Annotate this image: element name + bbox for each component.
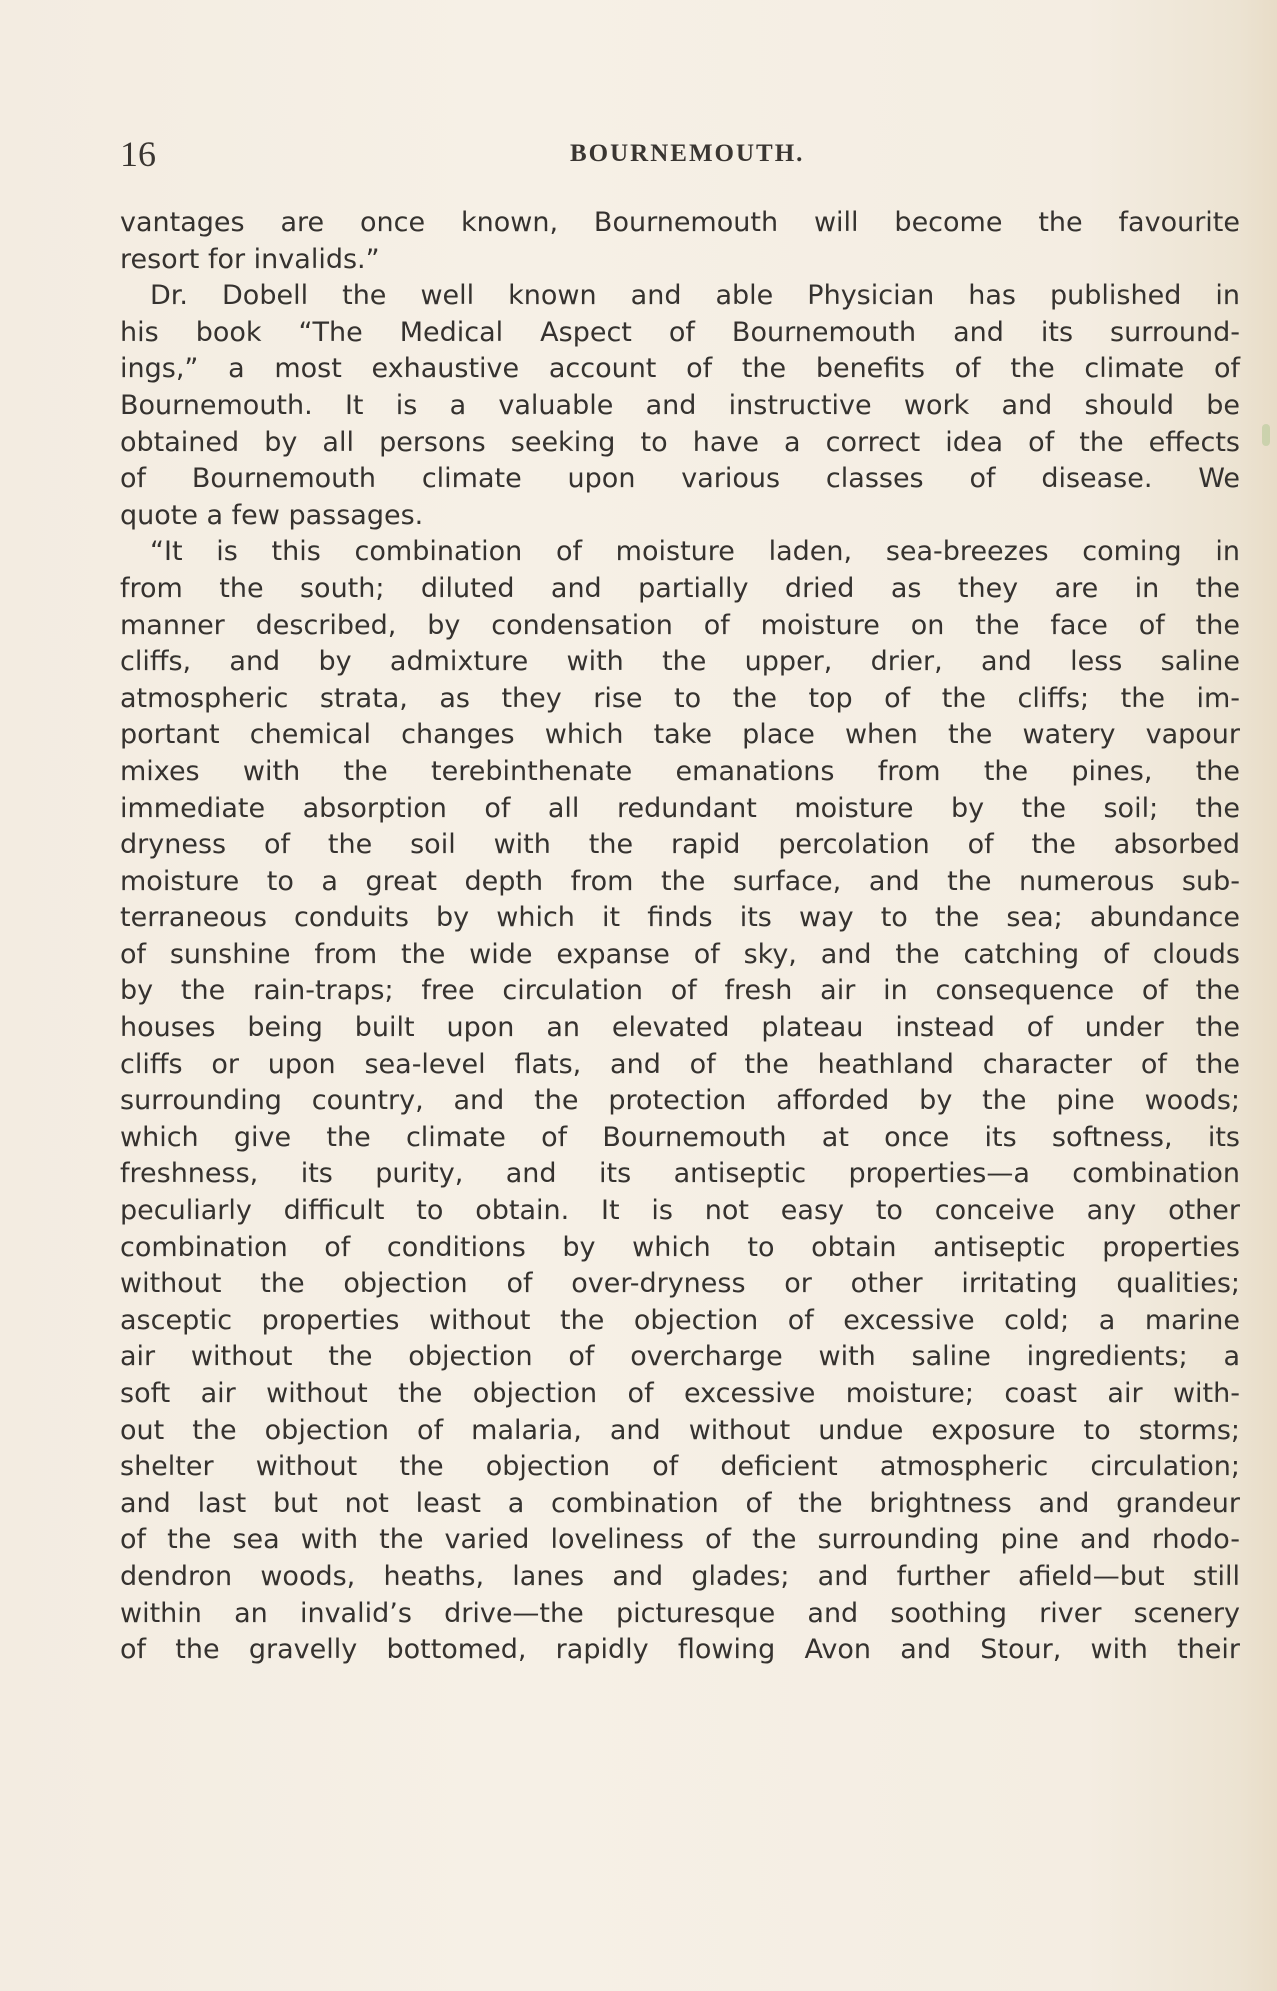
text-line: atmospheric strata, as they rise to the top of the cliffs; the im- xyxy=(120,682,1240,714)
text-line: within an invalid’s drive—the picturesque and soothing river scenery xyxy=(120,1597,1240,1629)
text-line: combination of conditions by which to obtain antiseptic properties xyxy=(120,1231,1240,1263)
text-line: obtained by all persons seeking to have a correct idea of the effects xyxy=(120,426,1240,458)
text-line: of sunshine from the wide expanse of sky, and the catching of clouds xyxy=(120,938,1240,970)
text-line: portant chemical changes which take place when the watery vapour xyxy=(120,719,1240,751)
text-line: terraneous conduits by which it finds its way to the sea; abundance xyxy=(120,902,1240,934)
text-line: mixes with the terebinthenate emanations from the pines, the xyxy=(120,755,1240,787)
text-line: resort for invalids.” xyxy=(120,243,380,275)
text-line: Bournemouth. It is a valuable and instructive work and should be xyxy=(120,389,1240,421)
text-line: air without the objection of overcharge with saline ingredients; a xyxy=(120,1341,1240,1373)
text-line: cliffs, and by admixture with the upper, drier, and less saline xyxy=(120,646,1240,678)
text-line: houses being built upon an elevated plateau instead of under the xyxy=(120,1012,1240,1044)
text-line: by the rain-traps; free circulation of fresh air in consequence of the xyxy=(120,975,1240,1007)
text-line: and last but not least a combination of the brightness and grandeur xyxy=(120,1487,1240,1519)
page-number: 16 xyxy=(120,134,156,174)
text-line: which give the climate of Bournemouth at once its softness, its xyxy=(120,1121,1240,1153)
text-line: peculiarly difficult to obtain. It is not easy to conceive any other xyxy=(120,1195,1240,1227)
text-line: soft air without the objection of excessive moisture; coast air with- xyxy=(120,1378,1240,1409)
text-line: shelter without the objection of deficient atmospheric circulation; xyxy=(120,1451,1240,1483)
text-line: of the gravelly bottomed, rapidly flowing Avon and Stour, with their xyxy=(120,1634,1240,1666)
text-line: dryness of the soil with the rapid percolation of the absorbed xyxy=(120,829,1240,861)
body-text xyxy=(120,205,1240,1669)
text-line: of Bournemouth climate upon various classes of disease. We xyxy=(120,463,1240,495)
running-title: BOURNEMOUTH. xyxy=(570,140,805,167)
text-line: of the sea with the varied loveliness of the surrounding pine and rhodo- xyxy=(120,1524,1240,1556)
page-edge-mark xyxy=(1262,424,1270,446)
text-line: his book “The Medical Aspect of Bournemouth and its surround- xyxy=(120,316,1240,348)
text-line: cliffs or upon sea-level flats, and of the heathland character of the xyxy=(120,1048,1240,1080)
text-line: ings,” a most exhaustive account of the benefits of the climate of xyxy=(120,353,1240,385)
text-line: manner described, by condensation of moisture on the face of the xyxy=(120,609,1240,641)
text-line: moisture to a great depth from the surface, and the numerous sub- xyxy=(120,865,1240,897)
text-line: without the objection of over-dryness or other irritating qualities; xyxy=(120,1268,1240,1300)
text-line: surrounding country, and the protection afforded by the pine woods; xyxy=(120,1085,1240,1117)
text-line: immediate absorption of all redundant moisture by the soil; the xyxy=(120,792,1240,824)
text-line: vantages are once known, Bournemouth will become the favourite xyxy=(120,207,1240,238)
text-line: Dr. Dobell the well known and able Physician has published in xyxy=(150,280,1240,312)
text-line: freshness, its purity, and its antiseptic properties—a combination xyxy=(120,1158,1240,1190)
text-line: “It is this combination of moisture laden, sea-breezes coming in xyxy=(150,536,1240,568)
text-line: asceptic properties without the objection of excessive cold; a marine xyxy=(120,1304,1240,1336)
page-header xyxy=(120,134,1240,174)
text-line: quote a few passages. xyxy=(120,499,424,531)
text-line: dendron woods, heaths, lanes and glades; and further afield—but still xyxy=(120,1560,1240,1592)
text-line: out the objection of malaria, and without undue exposure to storms; xyxy=(120,1414,1240,1446)
text-line: from the south; diluted and partially dried as they are in the xyxy=(120,572,1240,604)
